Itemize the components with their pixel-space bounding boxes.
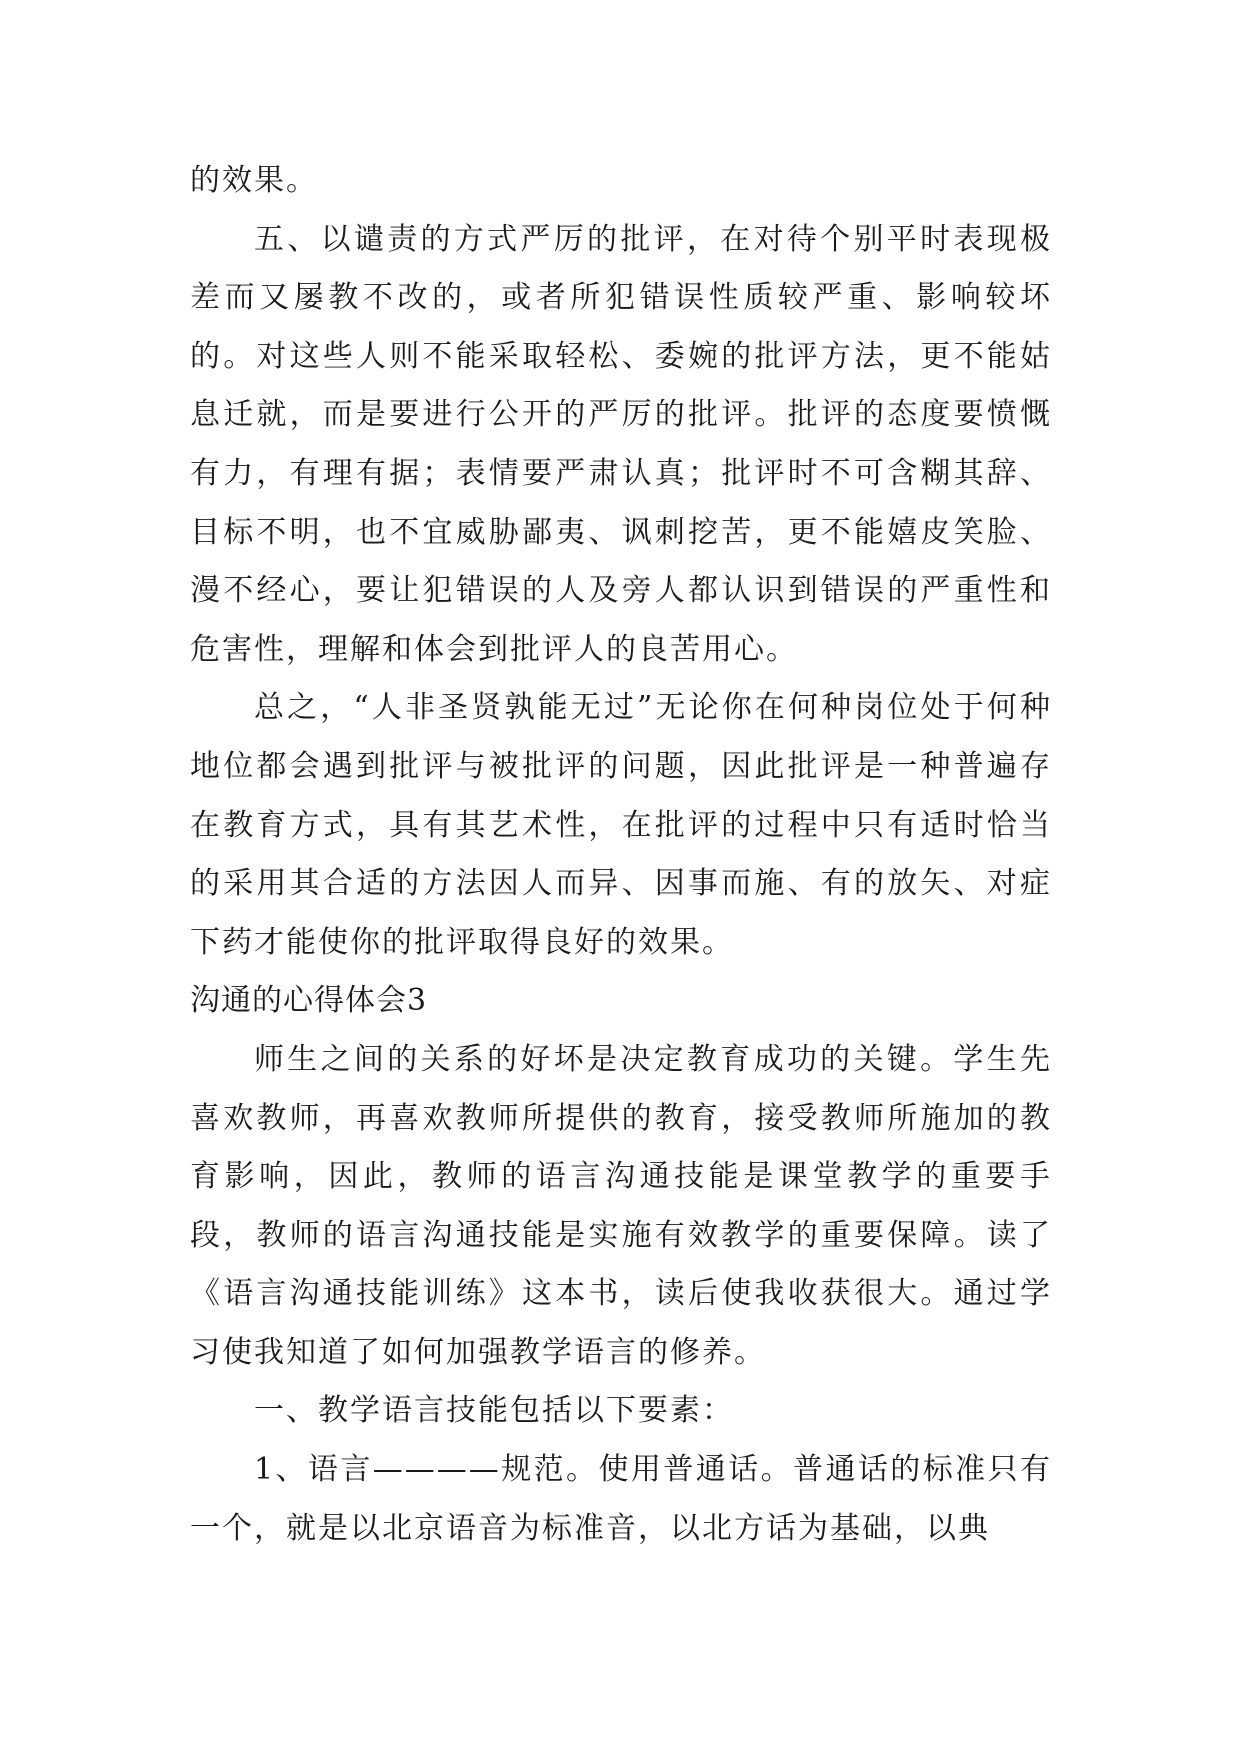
paragraph: 的效果。 [190,163,318,198]
paragraph: 师生之间的关系的好坏是决定教育成功的关键。学生先喜欢教师，再喜欢教师所提供的教育，接受教师所施加的教育影响，因此，教师的语言沟通技能是课堂教学的重要手段，教师的语言沟通技能是实施有效教学的重要保障。读了《语言沟通技能训练》这本书，读后使我收获很大。通过学习使我知道了如何加强教学语言的修养。 [190,1041,1052,1370]
paragraph: 1、语言————规范。使用普通话。普通话的标准只有一个，就是以北京语音为标准音，以北方话为基础，以典 [190,1452,1052,1546]
section-title: 沟通的心得体会3 [190,983,428,1019]
paragraph: 五、以谴责的方式严厉的批评，在对待个别平时表现极差而又屡教不改的，或者所犯错误性质较严重、影响较坏的。对这些人则不能采取轻松、委婉的批评方法，更不能姑息迁就，而是要进行公开的严厉的批评。批评的态度要愤慨有力，有理有据；表情要严肃认真；批评时不可含糊其辞、目标不明，也不宜威胁鄙夷、讽刺挖苦，更不能嬉皮笑脸、漫不经心，要让犯错误的人及旁人都认识到错误的严重性和危害性，理解和体会到批评人的良苦用心。 [190,221,1052,667]
paragraph: 一、教学语言技能包括以下要素： [254,1393,734,1429]
paragraph: 总之，“人非圣贤孰能无过”无论你在何种岗位处于何种地位都会遇到批评与被批评的问题，因此批评是一种普遍存在教育方式，具有其艺术性，在批评的过程中只有适时恰当的采用其合适的方法因人而异、因事而施、有的放矢、对症下药才能使你的批评取得良好的效果。 [190,690,1052,960]
document-body [190,152,1052,1558]
